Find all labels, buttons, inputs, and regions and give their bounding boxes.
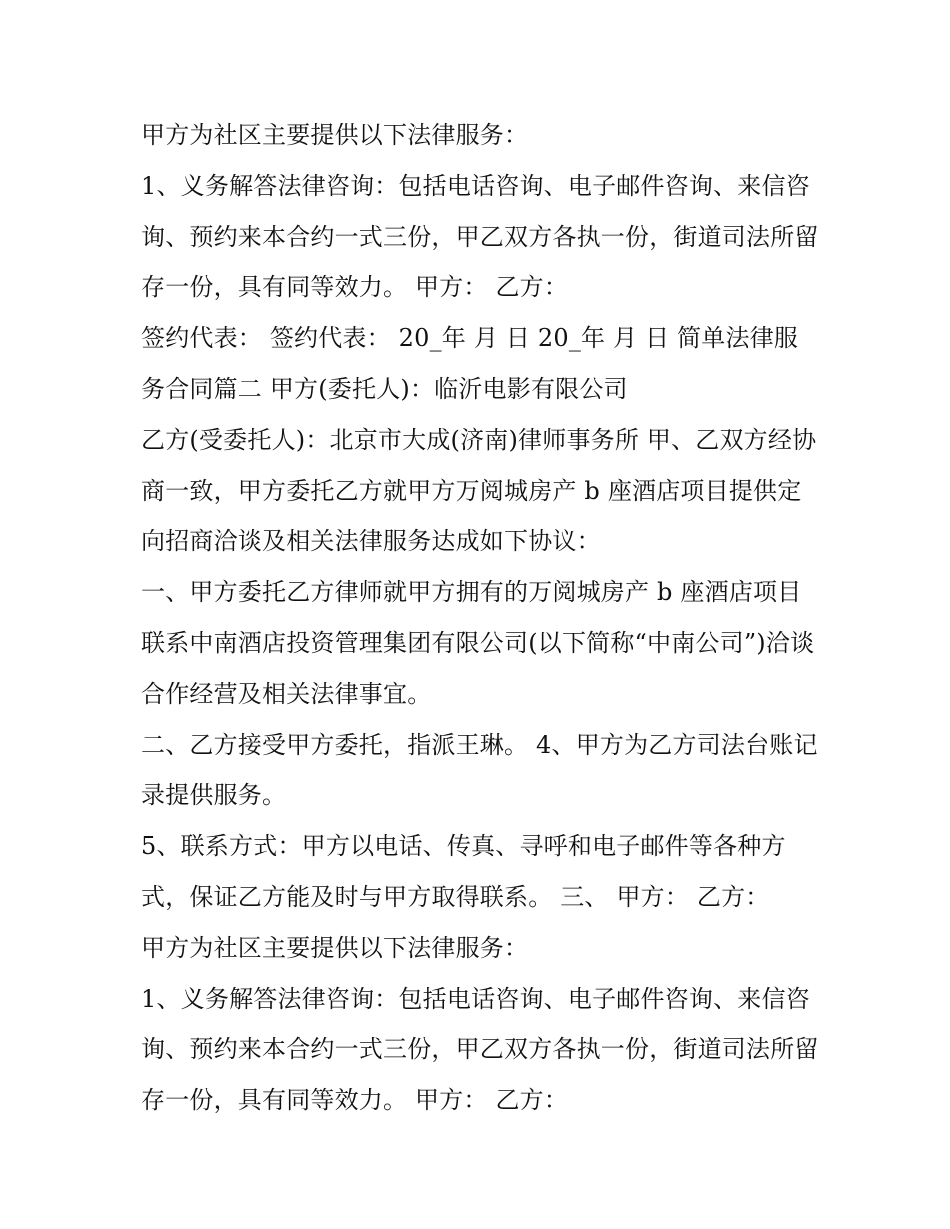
paragraph-party-b: 乙方(受委托人)：北京市大成(济南)律师事务所 甲、乙双方经协商一致，甲方委托乙方就甲方万阅城房产 b 座酒店项目提供定向招商洽谈及相关法律服务达成如下协议： bbox=[141, 425, 817, 556]
paragraph-service-intro-repeat: 甲方为社区主要提供以下法律服务： bbox=[141, 933, 529, 962]
paragraph-clause-one: 一、甲方委托乙方律师就甲方拥有的万阅城房产 b 座酒店项目联系中南酒店投资管理集团有限公司(以下简称“中南公司”)洽谈合作经营及相关法律事宜。 bbox=[141, 578, 815, 708]
paragraph-consultation: 1、义务解答法律咨询：包括电话咨询、电子邮件咨询、来信咨询、预约来本合约一式三份，甲乙双方各执一份，街道司法所留存一份，具有同等效力。 甲方： 乙方： bbox=[141, 171, 819, 302]
paragraph-clause-two: 二、乙方接受甲方委托，指派王琳。 4、甲方为乙方司法台账记录提供服务。 bbox=[141, 730, 818, 810]
paragraph-contact: 5、联系方式：甲方以电话、传真、寻呼和电子邮件等各种方式，保证乙方能及时与甲方取得联系。 三、 甲方： 乙方： bbox=[141, 832, 786, 911]
paragraph-consultation-repeat: 1、义务解答法律咨询：包括电话咨询、电子邮件咨询、来信咨询、预约来本合约一式三份，甲乙双方各执一份，街道司法所留存一份，具有同等效力。 甲方： 乙方： bbox=[141, 984, 819, 1115]
paragraph-service-intro: 甲方为社区主要提供以下法律服务： bbox=[141, 121, 529, 149]
paragraph-signatories: 签约代表： 签约代表： 20_年 月 日 20_年 月 日 简单法律服务合同篇二 甲方(委托人)：临沂电影有限公司 bbox=[141, 324, 799, 403]
document-body bbox=[141, 110, 821, 1126]
